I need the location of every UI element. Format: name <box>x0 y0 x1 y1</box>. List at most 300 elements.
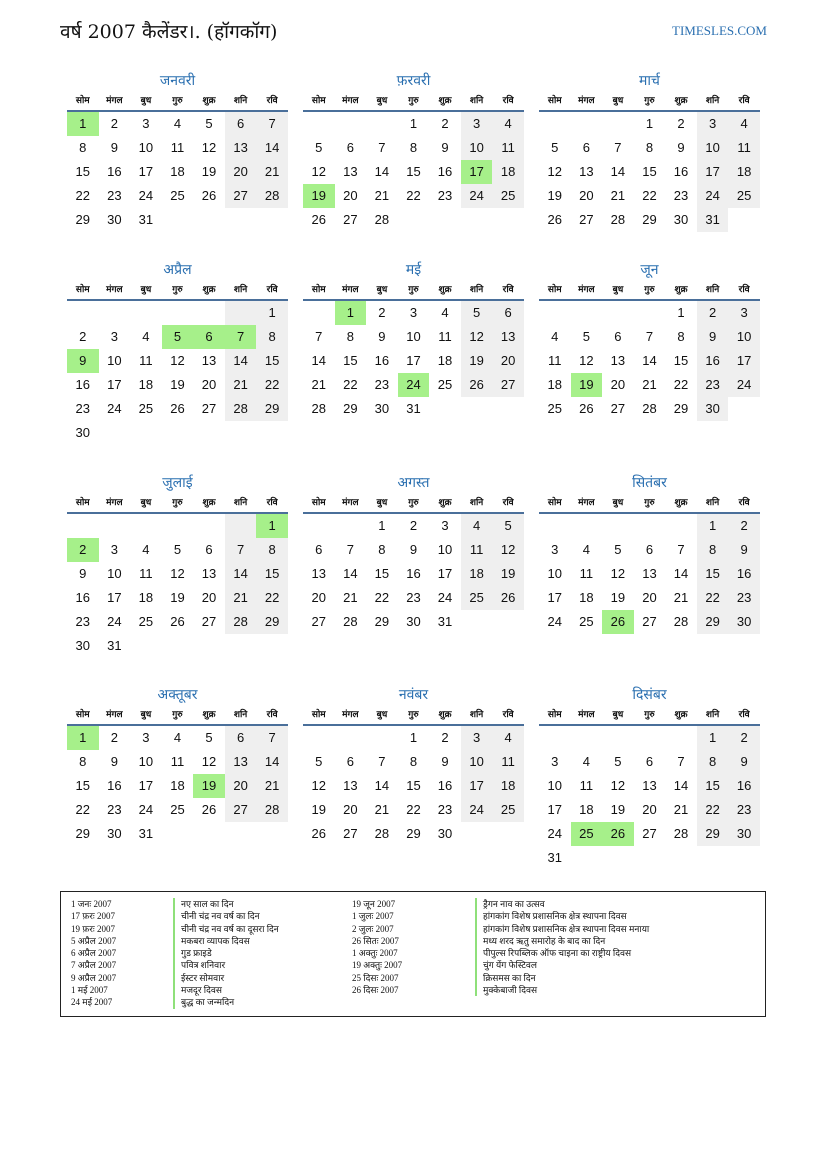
day-cell: 5 <box>492 514 524 538</box>
day-cell: 3 <box>461 112 493 136</box>
day-cell: 9 <box>409 542 418 557</box>
day-cell: 21 <box>610 188 626 203</box>
day-cell: 18 <box>547 377 563 392</box>
day-cell: 25 <box>579 614 594 629</box>
days-grid <box>539 726 760 870</box>
day-cell: 25 <box>170 188 185 203</box>
day-cell: 1 <box>697 514 729 538</box>
day-cell: 11 <box>438 329 452 344</box>
day-cell: 3 <box>110 542 118 557</box>
day-cell: 13 <box>492 325 524 349</box>
day-cell: 24 <box>728 373 760 397</box>
day-cell: 7 <box>315 329 323 344</box>
day-cell: 13 <box>311 566 327 581</box>
day-cell: 5 <box>315 140 323 155</box>
day-cell: 11 <box>139 353 153 368</box>
day-cell: 26 <box>311 826 327 841</box>
day-cell: 11 <box>579 566 594 581</box>
day-cell: 30 <box>75 638 91 653</box>
day-cell: 28 <box>225 397 257 421</box>
day-cell: 18 <box>437 353 453 368</box>
holiday-entry: ड्रैगन नाव का उत्सव <box>475 898 649 910</box>
day-cell: 3 <box>551 754 559 769</box>
weekday-header <box>539 494 760 514</box>
day-cell: 7 <box>614 140 622 155</box>
day-cell: 23 <box>673 188 689 203</box>
weekday-label: बुध <box>376 285 388 295</box>
empty-cell <box>665 514 697 538</box>
month-name: जनवरी <box>159 73 196 89</box>
empty-cell <box>634 514 666 538</box>
day-cell: 17 <box>728 349 760 373</box>
day-cell: 15 <box>343 353 358 368</box>
weekday-label: बुध <box>612 285 624 295</box>
day-cell: 29 <box>256 397 288 421</box>
empty-cell <box>571 514 603 538</box>
day-cell: 22 <box>256 373 288 397</box>
day-cell: 26 <box>602 822 634 846</box>
day-cell: 1 <box>335 301 367 325</box>
day-cell: 22 <box>642 188 657 203</box>
day-cell: 29 <box>75 212 91 227</box>
month-calendar <box>67 259 288 445</box>
day-cell: 24 <box>107 401 122 416</box>
days-grid <box>539 514 760 634</box>
month-calendar <box>67 684 288 846</box>
day-cell: 6 <box>225 112 257 136</box>
weekday-label: शुक्र <box>202 96 216 106</box>
day-cell: 23 <box>728 586 760 610</box>
empty-cell <box>602 726 634 750</box>
day-cell: 19 <box>610 802 626 817</box>
days-grid <box>67 514 288 658</box>
weekday-label: गुरु <box>408 498 419 508</box>
day-cell: 25 <box>138 614 154 629</box>
day-cell: 7 <box>256 726 288 750</box>
weekday-label: शुक्र <box>438 96 452 106</box>
day-cell: 2 <box>110 116 118 131</box>
day-cell: 22 <box>75 188 91 203</box>
day-cell: 27 <box>492 373 524 397</box>
weekday-label: सोम <box>547 498 562 508</box>
month-calendar <box>539 472 760 634</box>
holiday-entry: 26 सितः 2007 <box>352 935 399 946</box>
day-cell: 23 <box>728 798 760 822</box>
weekday-label: गुरु <box>644 498 655 508</box>
weekday-label: सोम <box>75 710 90 720</box>
empty-cell <box>665 726 697 750</box>
weekday-label: रवि <box>266 710 278 720</box>
day-cell: 23 <box>374 377 390 392</box>
day-cell: 12 <box>547 164 563 179</box>
day-cell: 23 <box>437 802 453 817</box>
weekday-label: मंगल <box>578 96 595 106</box>
weekday-header <box>303 706 524 726</box>
day-cell: 19 <box>193 774 225 798</box>
weekday-label: रवि <box>502 96 514 106</box>
day-cell: 11 <box>461 538 493 562</box>
day-cell: 16 <box>728 774 760 798</box>
day-cell: 23 <box>697 373 729 397</box>
day-cell: 19 <box>492 562 524 586</box>
day-cell: 18 <box>461 562 493 586</box>
day-cell: 4 <box>728 112 760 136</box>
day-cell: 10 <box>107 566 122 581</box>
day-cell: 23 <box>75 401 91 416</box>
day-cell: 1 <box>378 518 386 533</box>
day-cell: 15 <box>75 164 91 179</box>
day-cell: 1 <box>67 112 99 136</box>
day-cell: 8 <box>378 542 386 557</box>
day-cell: 13 <box>225 136 257 160</box>
site-link[interactable]: TIMESLES.COM <box>672 23 767 38</box>
day-cell: 4 <box>551 329 559 344</box>
weekday-header <box>67 494 288 514</box>
weekday-label: शनि <box>705 498 720 508</box>
month-calendar <box>303 70 524 232</box>
day-cell: 22 <box>343 377 358 392</box>
weekday-label: रवि <box>738 96 750 106</box>
day-cell: 7 <box>677 754 685 769</box>
days-grid <box>303 726 524 846</box>
holiday-entry: मजदूर दिवस <box>173 984 279 996</box>
day-cell: 3 <box>409 305 418 320</box>
day-cell: 22 <box>673 377 689 392</box>
empty-cell <box>539 301 571 325</box>
weekday-label: गुरु <box>644 96 655 106</box>
day-cell: 2 <box>441 730 449 745</box>
day-cell: 17 <box>406 353 421 368</box>
empty-cell <box>335 112 367 136</box>
day-cell: 20 <box>225 160 257 184</box>
day-cell: 31 <box>437 614 453 629</box>
day-cell: 26 <box>170 401 185 416</box>
day-cell: 28 <box>225 610 257 634</box>
holiday-dates-left <box>71 898 116 1009</box>
day-cell: 30 <box>75 425 91 440</box>
holiday-entry: क्रिसमस का दिन <box>475 972 649 984</box>
weekday-label: गुरु <box>172 96 183 106</box>
holiday-dates-right <box>352 898 402 996</box>
day-cell: 24 <box>461 798 493 822</box>
day-cell: 1 <box>256 514 288 538</box>
day-cell: 13 <box>642 566 657 581</box>
day-cell: 22 <box>697 798 729 822</box>
empty-cell <box>634 301 666 325</box>
days-grid <box>67 301 288 445</box>
weekday-header <box>539 92 760 112</box>
day-cell: 13 <box>201 566 217 581</box>
weekday-label: मंगल <box>106 96 123 106</box>
day-cell: 26 <box>492 586 524 610</box>
day-cell: 31 <box>406 401 421 416</box>
day-cell: 30 <box>728 822 760 846</box>
day-cell: 19 <box>547 188 563 203</box>
holiday-entry: 26 दिसः 2007 <box>352 985 399 996</box>
weekday-header <box>67 706 288 726</box>
day-cell: 6 <box>315 542 323 557</box>
weekday-label: शनि <box>705 96 720 106</box>
day-cell: 5 <box>205 116 213 131</box>
day-cell: 7 <box>378 754 386 769</box>
holiday-names-left <box>173 898 279 1009</box>
day-cell: 28 <box>610 212 626 227</box>
holiday-entry: 24 मई 2007 <box>71 997 113 1008</box>
day-cell: 27 <box>201 401 217 416</box>
day-cell: 4 <box>441 305 449 320</box>
day-cell: 30 <box>673 212 689 227</box>
weekday-label: बुध <box>612 710 624 720</box>
day-cell: 26 <box>311 212 327 227</box>
weekday-label: गुरु <box>644 285 655 295</box>
page-title: वर्ष 2007 कैलेंडर।. (हॉगकॉग) <box>60 21 278 43</box>
weekday-label: शुक्र <box>202 710 216 720</box>
day-cell: 14 <box>311 353 327 368</box>
day-cell: 7 <box>645 329 654 344</box>
holiday-entry: 2 जुलः 2007 <box>352 923 394 934</box>
day-cell: 8 <box>677 329 685 344</box>
empty-cell <box>99 514 131 538</box>
day-cell: 10 <box>138 754 154 769</box>
day-cell: 1 <box>645 116 654 131</box>
day-cell: 12 <box>170 353 185 368</box>
day-cell: 29 <box>343 401 358 416</box>
day-cell: 30 <box>374 401 390 416</box>
day-cell: 8 <box>409 754 418 769</box>
day-cell: 24 <box>547 826 563 841</box>
day-cell: 11 <box>548 353 562 368</box>
day-cell: 10 <box>406 329 421 344</box>
day-cell: 9 <box>441 754 449 769</box>
holiday-entry: 6 अप्रैल 2007 <box>71 948 117 959</box>
day-cell: 29 <box>697 822 729 846</box>
day-cell: 16 <box>728 562 760 586</box>
day-cell: 17 <box>138 778 154 793</box>
weekday-label: मंगल <box>578 498 595 508</box>
day-cell: 18 <box>492 160 524 184</box>
day-cell: 3 <box>142 116 150 131</box>
day-cell: 10 <box>461 136 493 160</box>
day-cell: 10 <box>461 750 493 774</box>
holiday-entry: 1 जुलः 2007 <box>352 911 394 922</box>
day-cell: 17 <box>461 160 493 184</box>
day-cell: 5 <box>205 730 213 745</box>
weekday-label: बुध <box>376 96 388 106</box>
day-cell: 6 <box>582 140 590 155</box>
day-cell: 31 <box>697 208 729 232</box>
day-cell: 14 <box>642 353 657 368</box>
empty-cell <box>225 514 257 538</box>
day-cell: 28 <box>311 401 327 416</box>
day-cell: 3 <box>110 329 118 344</box>
weekday-label: गुरु <box>644 710 655 720</box>
day-cell: 19 <box>311 802 327 817</box>
weekday-label: बुध <box>140 285 152 295</box>
day-cell: 11 <box>139 566 153 581</box>
day-cell: 14 <box>225 562 257 586</box>
day-cell: 14 <box>225 349 257 373</box>
day-cell: 20 <box>343 188 358 203</box>
weekday-label: सोम <box>311 285 326 295</box>
day-cell: 25 <box>492 184 524 208</box>
day-cell: 20 <box>225 774 257 798</box>
holiday-entry: हांगकांग विशेष प्रशासनिक क्षेत्र स्थापना दिवस मनाया <box>475 923 649 935</box>
empty-cell <box>99 301 131 325</box>
weekday-header <box>539 706 760 726</box>
day-cell: 19 <box>461 349 493 373</box>
day-cell: 15 <box>75 778 91 793</box>
day-cell: 2 <box>728 726 760 750</box>
day-cell: 22 <box>256 586 288 610</box>
day-cell: 8 <box>79 754 87 769</box>
day-cell: 18 <box>492 774 524 798</box>
weekday-label: मंगल <box>342 96 359 106</box>
day-cell: 4 <box>173 730 182 745</box>
day-cell: 12 <box>579 353 594 368</box>
day-cell: 14 <box>610 164 626 179</box>
day-cell: 30 <box>437 826 453 841</box>
day-cell: 29 <box>75 826 91 841</box>
day-cell: 30 <box>697 397 729 421</box>
day-cell: 5 <box>162 325 194 349</box>
month-name: जुलाई <box>162 475 193 491</box>
day-cell: 20 <box>201 590 217 605</box>
empty-cell <box>162 514 194 538</box>
empty-cell <box>225 301 257 325</box>
day-cell: 8 <box>697 750 729 774</box>
day-cell: 28 <box>374 212 390 227</box>
holiday-entry: 1 अक्तुः 2007 <box>352 948 398 959</box>
month-calendar <box>303 684 524 846</box>
weekday-label: शनि <box>469 498 484 508</box>
month-name: मार्च <box>639 73 660 89</box>
holiday-names-right <box>475 898 649 996</box>
day-cell: 5 <box>315 754 323 769</box>
holiday-entry: 19 फ़रः 2007 <box>71 923 115 934</box>
day-cell: 5 <box>582 329 590 344</box>
holiday-entry: 1 मई 2007 <box>71 985 108 996</box>
day-cell: 15 <box>406 778 421 793</box>
month-name: अप्रैल <box>163 262 192 278</box>
month-name: दिसंबर <box>632 687 667 703</box>
day-cell: 17 <box>547 590 563 605</box>
day-cell: 31 <box>547 850 563 865</box>
weekday-label: शनि <box>233 285 248 295</box>
weekday-header <box>303 92 524 112</box>
day-cell: 15 <box>406 164 421 179</box>
day-cell: 1 <box>67 726 99 750</box>
day-cell: 24 <box>461 184 493 208</box>
day-cell: 13 <box>225 750 257 774</box>
empty-cell <box>539 514 571 538</box>
day-cell: 4 <box>582 542 590 557</box>
day-cell: 10 <box>437 542 453 557</box>
weekday-label: मंगल <box>106 710 123 720</box>
day-cell: 21 <box>343 590 358 605</box>
month-calendar <box>67 472 288 658</box>
day-cell: 16 <box>437 164 453 179</box>
day-cell: 12 <box>461 325 493 349</box>
day-cell: 12 <box>610 778 626 793</box>
day-cell: 18 <box>579 590 594 605</box>
day-cell: 5 <box>551 140 559 155</box>
day-cell: 6 <box>492 301 524 325</box>
day-cell: 3 <box>728 301 760 325</box>
weekday-label: सोम <box>75 285 90 295</box>
day-cell: 27 <box>201 614 217 629</box>
day-cell: 23 <box>406 590 421 605</box>
days-grid <box>539 301 760 421</box>
day-cell: 28 <box>256 798 288 822</box>
day-cell: 2 <box>677 116 685 131</box>
month-name: मई <box>405 262 422 278</box>
day-cell: 31 <box>138 212 154 227</box>
day-cell: 22 <box>374 590 390 605</box>
weekday-label: बुध <box>376 710 388 720</box>
day-cell: 25 <box>492 798 524 822</box>
day-cell: 1 <box>409 116 418 131</box>
day-cell: 14 <box>374 164 390 179</box>
day-cell: 10 <box>107 353 122 368</box>
days-grid <box>67 112 288 232</box>
day-cell: 27 <box>225 184 257 208</box>
day-cell: 9 <box>67 349 99 373</box>
weekday-label: सोम <box>75 498 90 508</box>
day-cell: 30 <box>406 614 421 629</box>
day-cell: 27 <box>311 614 327 629</box>
day-cell: 4 <box>173 116 182 131</box>
weekday-header <box>67 92 288 112</box>
day-cell: 7 <box>225 325 257 349</box>
weekday-label: शुक्र <box>438 285 452 295</box>
day-cell: 24 <box>138 188 154 203</box>
day-cell: 14 <box>343 566 358 581</box>
weekday-label: शनि <box>469 710 484 720</box>
empty-cell <box>303 112 335 136</box>
day-cell: 26 <box>170 614 185 629</box>
day-cell: 12 <box>201 140 217 155</box>
weekday-label: शनि <box>233 96 248 106</box>
empty-cell <box>303 514 335 538</box>
day-cell: 24 <box>138 802 154 817</box>
day-cell: 24 <box>107 614 122 629</box>
weekday-label: शनि <box>233 710 248 720</box>
day-cell: 9 <box>378 329 386 344</box>
weekday-label: रवि <box>738 498 750 508</box>
day-cell: 13 <box>201 353 217 368</box>
day-cell: 8 <box>645 140 654 155</box>
day-cell: 25 <box>728 184 760 208</box>
weekday-label: शनि <box>705 710 720 720</box>
day-cell: 4 <box>582 754 590 769</box>
weekday-label: शनि <box>469 285 484 295</box>
empty-cell <box>162 301 194 325</box>
day-cell: 12 <box>492 538 524 562</box>
day-cell: 14 <box>256 750 288 774</box>
weekday-header <box>303 281 524 301</box>
holiday-entry: बुद्ध का जन्मदिन <box>173 996 279 1008</box>
weekday-label: रवि <box>502 710 514 720</box>
weekday-label: रवि <box>266 96 278 106</box>
month-name: नवंबर <box>398 687 429 703</box>
empty-cell <box>602 514 634 538</box>
day-cell: 18 <box>138 377 154 392</box>
day-cell: 11 <box>492 750 524 774</box>
day-cell: 16 <box>107 164 122 179</box>
weekday-label: मंगल <box>106 285 123 295</box>
day-cell: 6 <box>645 542 654 557</box>
day-cell: 16 <box>406 566 421 581</box>
